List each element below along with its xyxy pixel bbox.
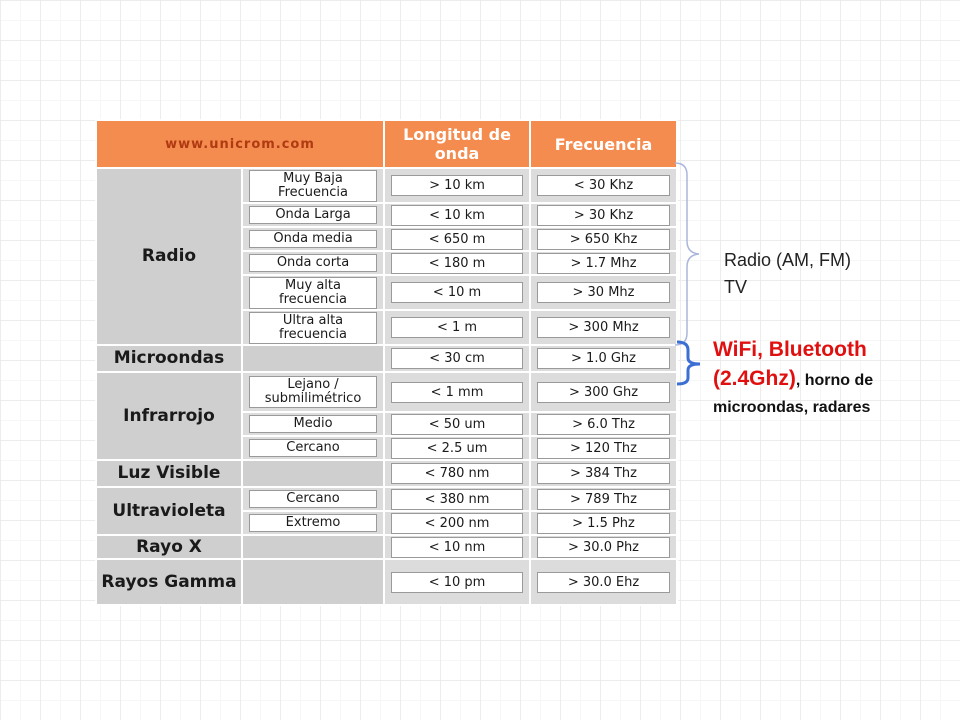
wavelength-value: > 10 km: [391, 175, 523, 196]
subband-cell: [242, 372, 384, 412]
table-row: [96, 168, 677, 203]
table-row: [96, 535, 677, 559]
frequency-cell: [530, 168, 677, 203]
table-row: [96, 559, 677, 605]
frequency-cell: [530, 310, 677, 345]
wavelength-value: < 180 m: [391, 253, 523, 274]
table-row: [96, 487, 677, 511]
frequency-value: > 1.0 Ghz: [537, 348, 670, 369]
wavelength-cell: [384, 511, 530, 535]
subband-name: Onda Larga: [249, 206, 377, 224]
frequency-value: > 30 Khz: [537, 205, 670, 226]
subband-name: Lejano / submilimétrico: [249, 376, 377, 408]
frequency-value: > 6.0 Thz: [537, 414, 670, 435]
wavelength-value: < 650 m: [391, 229, 523, 250]
subband-cell: [242, 460, 384, 487]
subband-cell: [242, 251, 384, 275]
frequency-cell: [530, 559, 677, 605]
wavelength-cell: [384, 535, 530, 559]
subband-name: Muy alta frecuencia: [249, 277, 377, 309]
frequency-value: > 384 Thz: [537, 463, 670, 484]
radio-bracket: [673, 161, 703, 347]
radio-uses-line1: Radio (AM, FM): [724, 250, 852, 270]
subband-cell: [242, 487, 384, 511]
wavelength-cell: [384, 203, 530, 227]
frequency-cell: [530, 227, 677, 251]
band-name: Luz Visible: [96, 460, 242, 487]
frequency-cell: [530, 535, 677, 559]
frequency-cell: [530, 251, 677, 275]
subband-cell: [242, 511, 384, 535]
wavelength-header: Longitud de onda: [384, 120, 530, 168]
band-name: Rayo X: [96, 535, 242, 559]
wavelength-value: < 780 nm: [391, 463, 523, 484]
frequency-value: > 1.7 Mhz: [537, 253, 670, 274]
frequency-cell: [530, 275, 677, 310]
wavelength-cell: [384, 412, 530, 436]
frequency-header: Frecuencia: [530, 120, 677, 168]
radio-uses-line2: TV: [724, 277, 748, 297]
subband-name: Muy Baja Frecuencia: [249, 170, 377, 202]
subband-name: Cercano: [249, 439, 377, 457]
table-header-row: [96, 120, 677, 168]
wavelength-value: < 10 pm: [391, 572, 523, 593]
wavelength-cell: [384, 345, 530, 372]
band-name: Radio: [96, 168, 242, 345]
frequency-cell: [530, 203, 677, 227]
frequency-value: > 300 Mhz: [537, 317, 670, 338]
subband-name: Onda media: [249, 230, 377, 248]
frequency-cell: [530, 345, 677, 372]
wavelength-cell: [384, 168, 530, 203]
subband-cell: [242, 345, 384, 372]
band-name: Rayos Gamma: [96, 559, 242, 605]
subband-name: Medio: [249, 415, 377, 433]
table-row: [96, 372, 677, 412]
subband-cell: [242, 436, 384, 460]
frequency-value: > 30 Mhz: [537, 282, 670, 303]
frequency-value: > 30.0 Ehz: [537, 572, 670, 593]
frequency-value: > 1.5 Phz: [537, 513, 670, 534]
subband-name: Onda corta: [249, 254, 377, 272]
subband-cell: [242, 310, 384, 345]
wavelength-value: < 1 m: [391, 317, 523, 338]
site-url: www.unicrom.com: [96, 120, 384, 168]
radio-uses-note: [724, 247, 851, 301]
wavelength-value: < 10 m: [391, 282, 523, 303]
wavelength-cell: [384, 559, 530, 605]
wavelength-value: < 380 nm: [391, 489, 523, 510]
frequency-cell: [530, 460, 677, 487]
frequency-value: > 30.0 Phz: [537, 537, 670, 558]
wavelength-cell: [384, 487, 530, 511]
subband-cell: [242, 412, 384, 436]
table-row: [96, 345, 677, 372]
frequency-value: > 789 Thz: [537, 489, 670, 510]
subband-cell: [242, 275, 384, 310]
subband-name: Extremo: [249, 514, 377, 532]
wavelength-cell: [384, 372, 530, 412]
frequency-cell: [530, 511, 677, 535]
subband-cell: [242, 227, 384, 251]
wavelength-value: < 50 um: [391, 414, 523, 435]
wavelength-value: < 30 cm: [391, 348, 523, 369]
subband-name: Ultra alta frecuencia: [249, 312, 377, 344]
frequency-cell: [530, 412, 677, 436]
subband-name: Cercano: [249, 490, 377, 508]
subband-cell: [242, 168, 384, 203]
subband-cell: [242, 203, 384, 227]
microwave-uses-rest: , horno de microondas, radares: [713, 372, 874, 416]
subband-cell: [242, 559, 384, 605]
wavelength-value: < 1 mm: [391, 382, 523, 403]
wavelength-value: < 2.5 um: [391, 438, 523, 459]
wavelength-cell: [384, 251, 530, 275]
frequency-value: > 300 Ghz: [537, 382, 670, 403]
microwave-bracket: [674, 338, 704, 388]
subband-cell: [242, 535, 384, 559]
wavelength-cell: [384, 310, 530, 345]
band-name: Ultravioleta: [96, 487, 242, 535]
frequency-cell: [530, 372, 677, 412]
table-row: [96, 460, 677, 487]
band-name: Microondas: [96, 345, 242, 372]
frequency-value: < 30 Khz: [537, 175, 670, 196]
frequency-value: > 650 Khz: [537, 229, 670, 250]
wavelength-value: < 10 nm: [391, 537, 523, 558]
wavelength-value: < 10 km: [391, 205, 523, 226]
wavelength-cell: [384, 275, 530, 310]
wavelength-cell: [384, 227, 530, 251]
frequency-cell: [530, 487, 677, 511]
frequency-cell: [530, 436, 677, 460]
band-name: Infrarrojo: [96, 372, 242, 460]
wavelength-cell: [384, 460, 530, 487]
wavelength-cell: [384, 436, 530, 460]
microwave-highlight: WiFi, Bluetooth (2.4Ghz): [713, 338, 867, 390]
frequency-value: > 120 Thz: [537, 438, 670, 459]
wavelength-value: < 200 nm: [391, 513, 523, 534]
spectrum-table: [95, 119, 678, 606]
microwave-uses-note: [713, 336, 903, 421]
